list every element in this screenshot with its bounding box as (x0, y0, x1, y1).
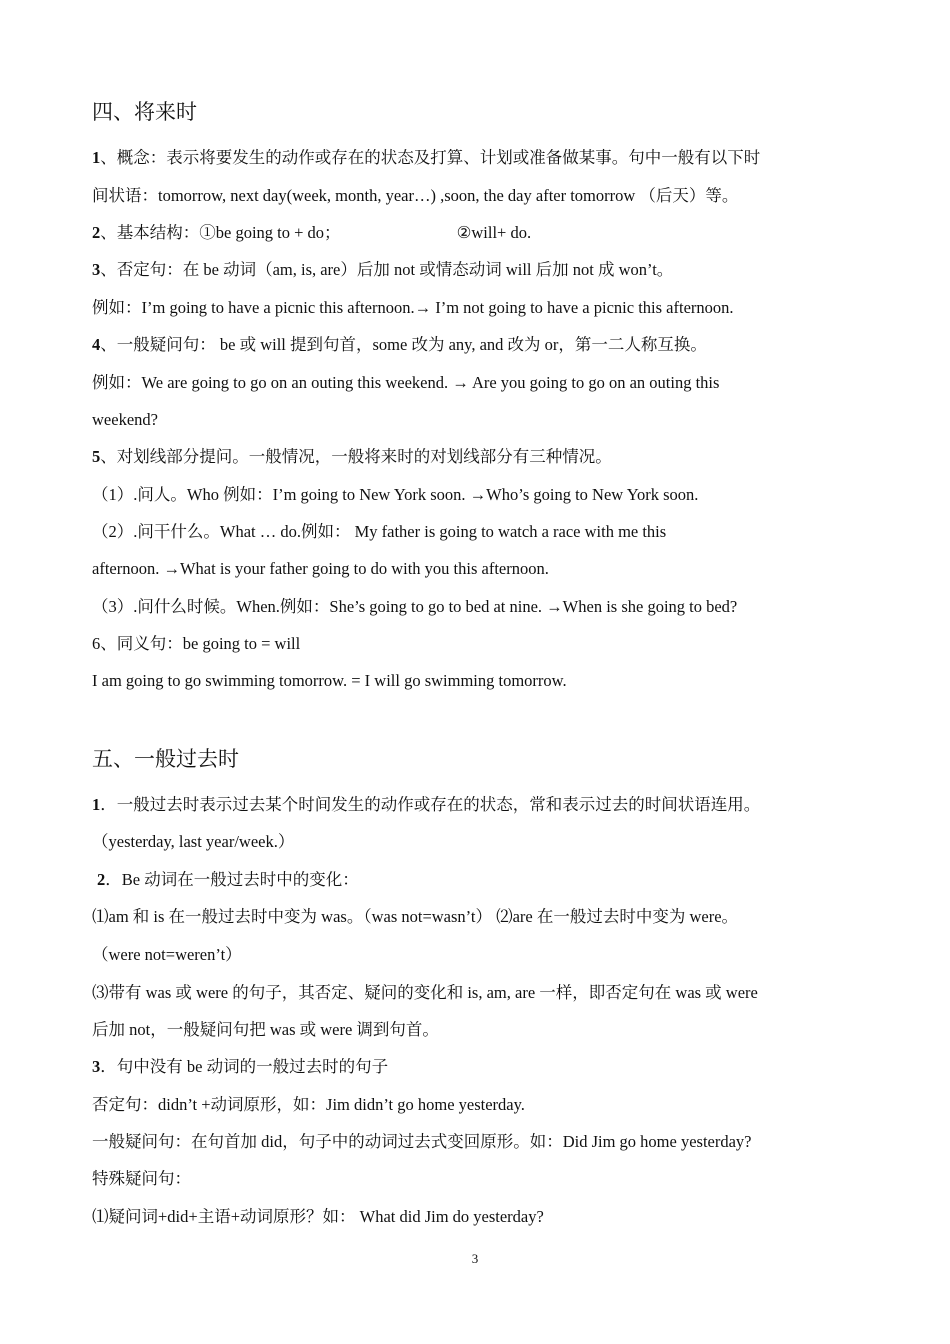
future-point-4-example-line-1: 例如：We are going to go on an outing this weekend. → Are you going to go on an outing this (92, 373, 720, 392)
point-number: 2 (92, 223, 101, 242)
future-point-6: 6、同义句：be going to = will (92, 634, 301, 653)
section-heading-future: 四、将来时 (92, 100, 197, 124)
point-text: ．句中没有 be 动词的一般过去时的句子 (100, 1057, 389, 1076)
point-text: 、对划线部分提问。一般情况，一般将来时的对划线部分有三种情况。 (100, 447, 612, 466)
future-point-4 (92, 333, 707, 357)
point-text: 、一般疑问句： be 或 will 提到句首，some 改为 any, and 改为 or，第一二人称互换。 (100, 335, 707, 354)
future-point-3-example: 例如：I’m going to have a picnic this afternoon.→ I’m not going to have a picnic this afternoon. (92, 298, 734, 317)
past-point-2-rule-3-line-2: 后加 not，一般疑问句把 was 或 were 调到句首。 (92, 1020, 439, 1039)
point-text: 、概念：表示将要发生的动作或存在的状态及打算、计划或准备做某事。句中一般有以下时 (100, 148, 761, 167)
future-point-2 (92, 221, 531, 245)
point-text: ．Be 动词在一般过去时中的变化： (105, 870, 359, 889)
future-point-1-line-1 (92, 146, 760, 170)
past-point-3-special-1: ⑴疑问词+did+主语+动词原形？如： What did Jim do yesterday? (92, 1207, 544, 1226)
past-point-2-rule-3-line-1: ⑶带有 was 或 were 的句子，其否定、疑问的变化和 is, am, are 一样，即否定句在 was 或 were (92, 983, 758, 1002)
future-point-1-line-2: 间状语：tomorrow, next day(week, month, year…) ,soon, the day after tomorrow （后天）等。 (92, 186, 739, 205)
point-number: 1 (92, 148, 101, 167)
past-point-3-question: 一般疑问句：在句首加 did，句子中的动词过去式变回原形。如：Did Jim go home yesterday? (92, 1132, 752, 1151)
point-number: 1 (92, 795, 101, 814)
point-text: 、否定句：在 be 动词（am, is, are）后加 not 或情态动词 will 后加 not 成 won’t。 (100, 260, 674, 279)
past-point-3 (92, 1055, 388, 1079)
past-point-1-line-1 (92, 793, 760, 817)
past-point-2-rule-1-line-1: ⑴am 和 is 在一般过去时中变为 was。（was not=wasn’t） ⑵are 在一般过去时中变为 were。 (92, 907, 739, 926)
future-point-5-case-2-line-2: afternoon. →What is your father going to do with you this afternoon. (92, 559, 549, 578)
page-number: 3 (471, 1251, 479, 1266)
point-text: 、基本结构：①be going to + do； (100, 223, 341, 242)
past-point-2-rule-1-line-2: （were not=weren’t） (92, 945, 242, 964)
point-number: 3 (92, 1057, 101, 1076)
past-point-3-special: 特殊疑问句： (92, 1169, 191, 1188)
future-point-5-case-1: （1）.问人。Who 例如：I’m going to New York soon. →Who’s going to New York soon. (92, 485, 699, 504)
future-point-3 (92, 258, 673, 282)
point-text: ．一般过去时表示过去某个时间发生的动作或存在的状态，常和表示过去的时间状语连用。 (100, 795, 761, 814)
future-point-5-case-3: （3）.问什么时候。When.例如：She’s going to go to bed at nine. →When is she going to bed? (92, 597, 738, 616)
past-point-1-line-2: （yesterday, last year/week.） (92, 832, 295, 851)
point-number: 3 (92, 260, 101, 279)
past-point-2 (97, 868, 359, 892)
section-heading-past: 五、一般过去时 (92, 747, 239, 771)
point-text-b: ②will+ do. (456, 223, 532, 242)
point-number: 4 (92, 335, 101, 354)
point-number: 5 (92, 447, 101, 466)
past-point-3-negative: 否定句：didn’t +动词原形，如：Jim didn’t go home yesterday. (92, 1095, 525, 1114)
future-point-5-case-2-line-1: （2）.问干什么。What … do.例如： My father is going to watch a race with me this (92, 522, 667, 541)
future-point-5 (92, 445, 612, 469)
future-point-4-example-line-2: weekend? (92, 410, 158, 429)
point-number: 2 (97, 870, 106, 889)
future-point-6-example: I am going to go swimming tomorrow. = I will go swimming tomorrow. (92, 671, 567, 690)
